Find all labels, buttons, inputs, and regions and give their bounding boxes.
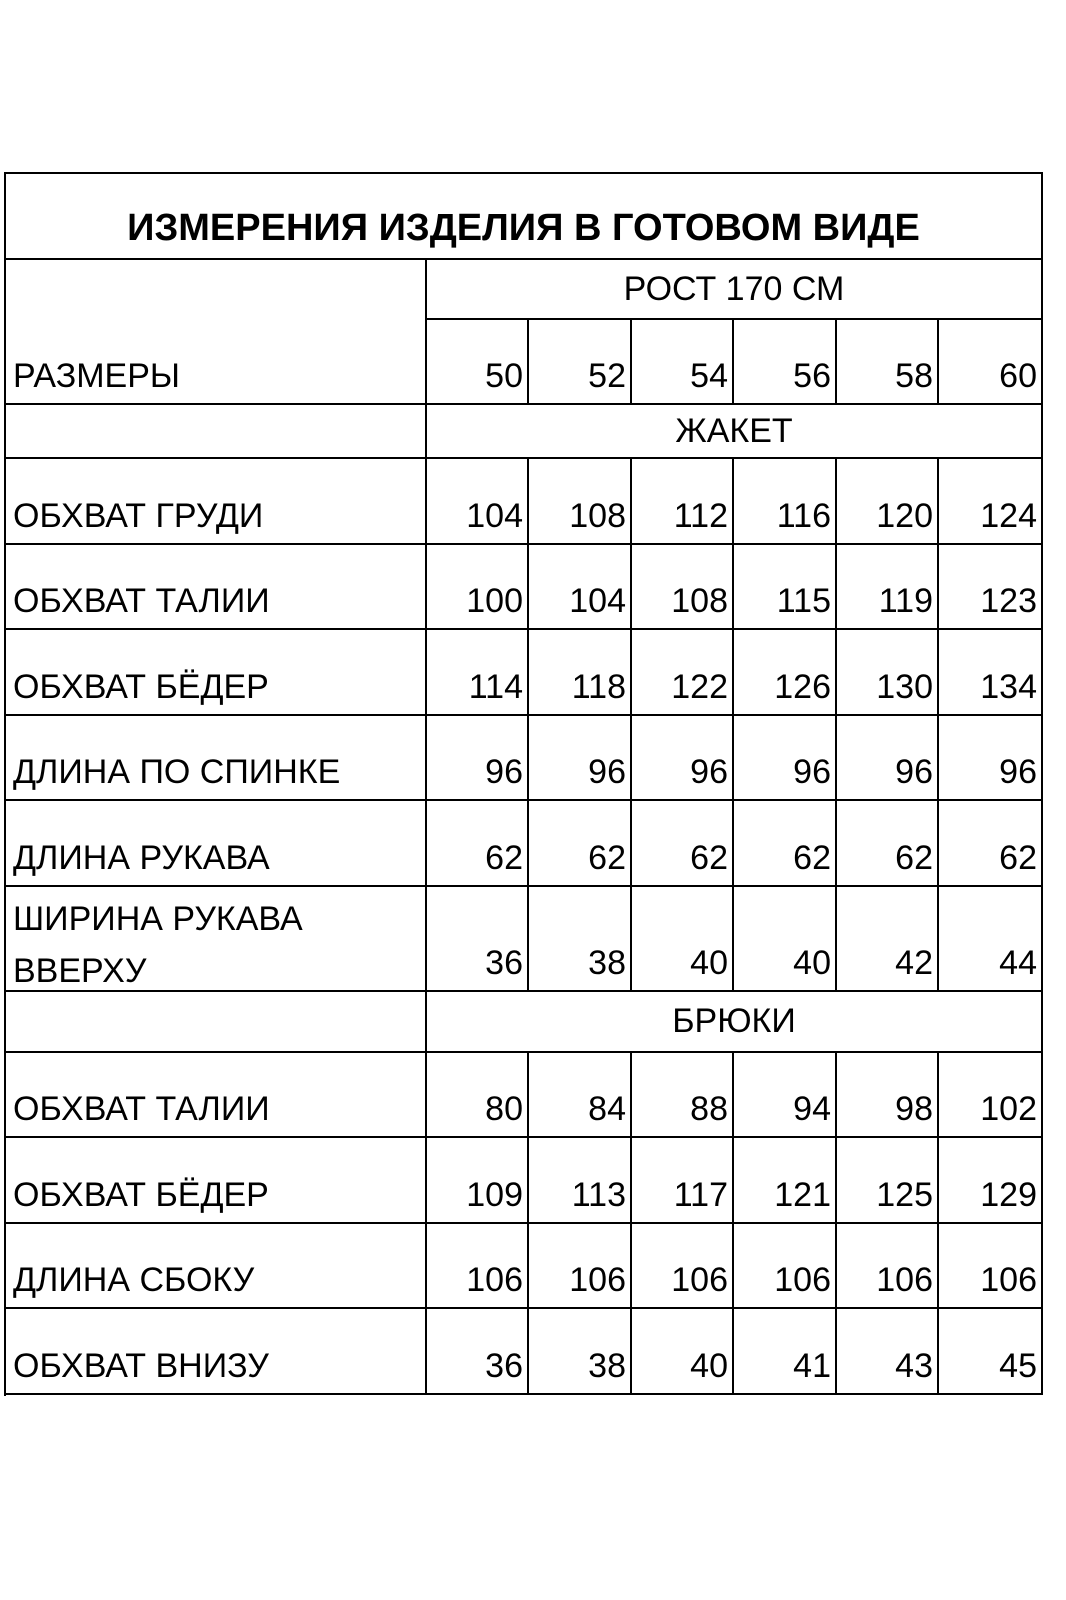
measurement-value: 88 xyxy=(632,1053,734,1139)
measurement-label: ШИРИНА РУКАВА ВВЕРХУ xyxy=(6,887,427,992)
measurement-value: 109 xyxy=(427,1138,529,1224)
measurement-value: 118 xyxy=(529,630,632,716)
measurement-value: 84 xyxy=(529,1053,632,1139)
measurement-value: 96 xyxy=(529,716,632,802)
measurement-value: 62 xyxy=(939,801,1043,887)
measurement-value: 106 xyxy=(837,1224,939,1310)
measurement-value: 115 xyxy=(734,545,837,631)
size-header: 52 xyxy=(529,320,632,405)
measurement-value: 44 xyxy=(939,887,1043,992)
measurement-value: 62 xyxy=(529,801,632,887)
measurement-value: 96 xyxy=(632,716,734,802)
measurement-value: 121 xyxy=(734,1138,837,1224)
section-label-spacer xyxy=(6,992,427,1053)
size-header: 60 xyxy=(939,320,1043,405)
measurement-value: 36 xyxy=(427,1309,529,1395)
measurement-value: 98 xyxy=(837,1053,939,1139)
measurement-value: 96 xyxy=(837,716,939,802)
measurement-value: 38 xyxy=(529,1309,632,1395)
section-title: ЖАКЕТ xyxy=(427,405,1043,459)
measurement-value: 96 xyxy=(427,716,529,802)
measurement-label: ОБХВАТ БЁДЕР xyxy=(6,630,427,716)
measurement-value: 38 xyxy=(529,887,632,992)
measurement-value: 120 xyxy=(837,459,939,545)
measurement-value: 62 xyxy=(427,801,529,887)
measurement-value: 104 xyxy=(529,545,632,631)
measurement-value: 108 xyxy=(529,459,632,545)
measurement-value: 62 xyxy=(734,801,837,887)
measurement-value: 124 xyxy=(939,459,1043,545)
measurement-value: 40 xyxy=(734,887,837,992)
measurement-value: 117 xyxy=(632,1138,734,1224)
measurement-label: ОБХВАТ ТАЛИИ xyxy=(6,1053,427,1139)
measurement-value: 130 xyxy=(837,630,939,716)
measurement-value: 45 xyxy=(939,1309,1043,1395)
measurement-value: 106 xyxy=(632,1224,734,1310)
measurement-value: 129 xyxy=(939,1138,1043,1224)
measurement-value: 104 xyxy=(427,459,529,545)
measurement-value: 126 xyxy=(734,630,837,716)
measurement-value: 43 xyxy=(837,1309,939,1395)
measurement-value: 62 xyxy=(632,801,734,887)
section-label-spacer xyxy=(6,405,427,459)
measurement-value: 119 xyxy=(837,545,939,631)
measurement-label: ОБХВАТ ГРУДИ xyxy=(6,459,427,545)
measurement-value: 106 xyxy=(939,1224,1043,1310)
size-header: 58 xyxy=(837,320,939,405)
measurement-value: 113 xyxy=(529,1138,632,1224)
measurement-value: 106 xyxy=(427,1224,529,1310)
measurement-value: 80 xyxy=(427,1053,529,1139)
measurement-value: 114 xyxy=(427,630,529,716)
measurement-label: ОБХВАТ БЁДЕР xyxy=(6,1138,427,1224)
size-chart-table xyxy=(4,172,1043,1396)
measurement-value: 106 xyxy=(734,1224,837,1310)
measurement-value: 112 xyxy=(632,459,734,545)
measurement-label: ДЛИНА СБОКУ xyxy=(6,1224,427,1310)
measurement-value: 96 xyxy=(734,716,837,802)
measurement-value: 125 xyxy=(837,1138,939,1224)
measurement-value: 134 xyxy=(939,630,1043,716)
measurement-value: 94 xyxy=(734,1053,837,1139)
measurement-value: 62 xyxy=(837,801,939,887)
measurement-value: 106 xyxy=(529,1224,632,1310)
measurement-value: 42 xyxy=(837,887,939,992)
measurement-label: ДЛИНА ПО СПИНКЕ xyxy=(6,716,427,802)
measurement-value: 102 xyxy=(939,1053,1043,1139)
size-header: 50 xyxy=(427,320,529,405)
measurement-value: 96 xyxy=(939,716,1043,802)
measurement-value: 123 xyxy=(939,545,1043,631)
measurement-label: ОБХВАТ ВНИЗУ xyxy=(6,1309,427,1395)
size-header: 54 xyxy=(632,320,734,405)
sizes-label: РАЗМЕРЫ xyxy=(6,260,427,405)
table-title: ИЗМЕРЕНИЯ ИЗДЕЛИЯ В ГОТОВОМ ВИДЕ xyxy=(6,174,1043,260)
measurement-value: 108 xyxy=(632,545,734,631)
measurement-value: 116 xyxy=(734,459,837,545)
measurement-value: 40 xyxy=(632,887,734,992)
measurement-label: ОБХВАТ ТАЛИИ xyxy=(6,545,427,631)
measurement-value: 122 xyxy=(632,630,734,716)
measurement-value: 41 xyxy=(734,1309,837,1395)
height-label: РОСТ 170 СМ xyxy=(427,260,1043,320)
measurement-label: ДЛИНА РУКАВА xyxy=(6,801,427,887)
section-title: БРЮКИ xyxy=(427,992,1043,1053)
measurement-value: 40 xyxy=(632,1309,734,1395)
size-header: 56 xyxy=(734,320,837,405)
measurement-value: 36 xyxy=(427,887,529,992)
measurement-value: 100 xyxy=(427,545,529,631)
